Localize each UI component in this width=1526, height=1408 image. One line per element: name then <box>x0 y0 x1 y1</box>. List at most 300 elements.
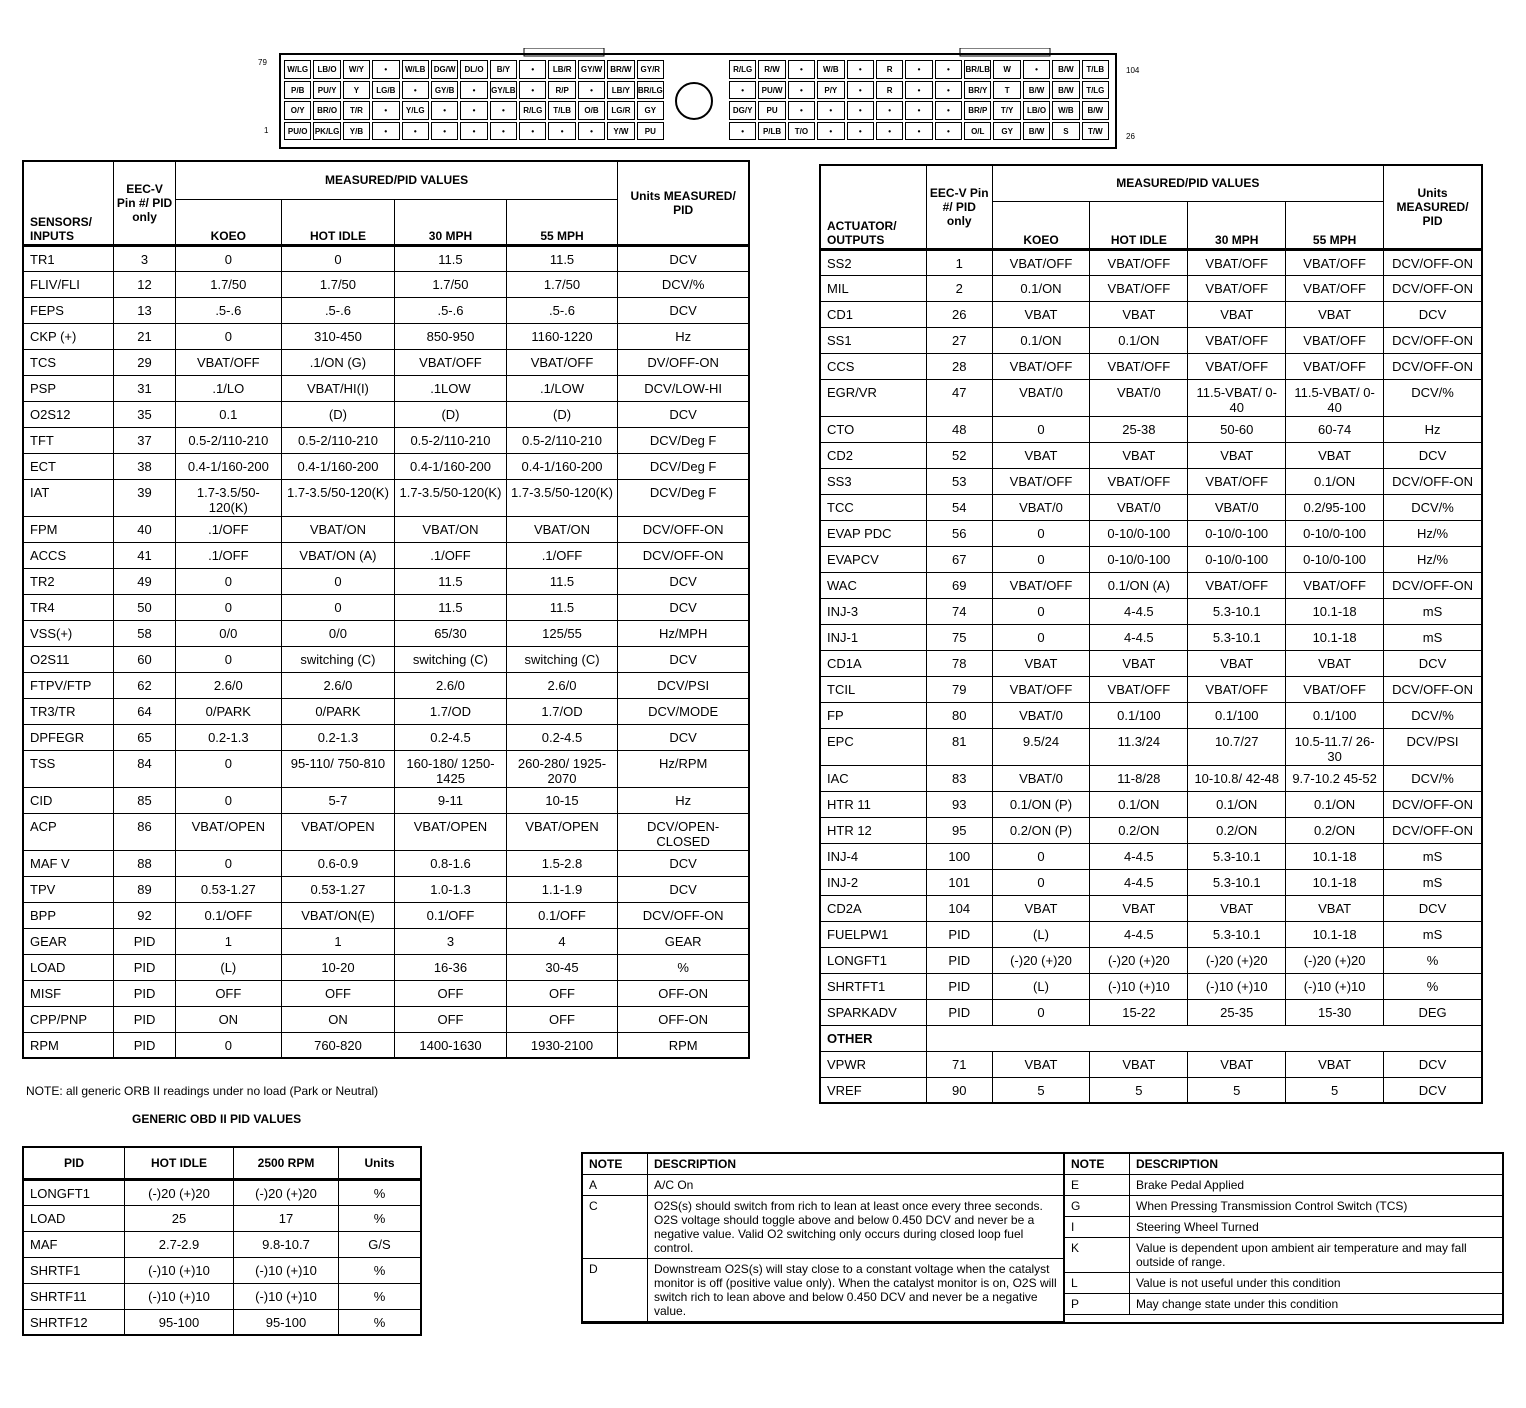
table-cell: DCV <box>618 568 749 594</box>
connector-pin: • <box>935 60 962 79</box>
table-cell: 0.2/ON <box>1090 817 1188 843</box>
table-cell: 4-4.5 <box>1090 869 1188 895</box>
table-cell: 5 <box>1090 1077 1188 1103</box>
table-cell: VBAT <box>992 650 1090 676</box>
connector-pin: P/B <box>284 81 311 100</box>
table-cell: VBAT/OFF <box>1090 353 1188 379</box>
table-cell: 0 <box>992 624 1090 650</box>
table-cell: PID <box>114 1006 176 1032</box>
table-cell: DCV <box>618 646 749 672</box>
other-section-empty <box>926 1025 1482 1051</box>
table-cell: DCV/OFF-ON <box>1384 676 1482 702</box>
note-description: When Pressing Transmission Control Switch (TCS) <box>1130 1196 1503 1217</box>
table-cell: VBAT/OFF <box>506 349 618 375</box>
row-label: SHRTF11 <box>23 1283 125 1309</box>
connector-pin: T/LB <box>548 101 575 120</box>
table-cell: DCV/% <box>1384 379 1482 416</box>
connector-pin: • <box>935 122 962 141</box>
row-label: EVAP PDC <box>820 520 926 546</box>
table-cell: 10.1-18 <box>1286 598 1384 624</box>
table-cell: VBAT/OFF <box>1188 327 1286 353</box>
table-cell: DEG <box>1384 999 1482 1025</box>
table-cell: Hz/MPH <box>618 620 749 646</box>
table-cell: 9-11 <box>395 787 507 813</box>
table-cell: DCV/OFF-ON <box>1384 275 1482 301</box>
connector-pin: R/P <box>548 81 575 100</box>
note-row <box>1065 1217 1502 1238</box>
table-cell: 54 <box>926 494 992 520</box>
note-letter: A <box>583 1175 648 1196</box>
table-cell: VBAT <box>992 1051 1090 1077</box>
table-cell: 0 <box>175 1032 281 1058</box>
table-cell: 90 <box>926 1077 992 1103</box>
table-cell: .1LOW <box>395 375 507 401</box>
table-cell: VBAT <box>1286 1051 1384 1077</box>
connector-pin: • <box>788 60 815 79</box>
table-row <box>820 843 1482 869</box>
row-label: RPM <box>23 1032 114 1058</box>
table-cell: .5-.6 <box>175 297 281 323</box>
connector-pin: GY <box>993 122 1020 141</box>
table-cell: (D) <box>281 401 394 427</box>
table-row <box>23 1006 749 1032</box>
connector-pin: O/Y <box>284 101 311 120</box>
table-row <box>23 453 749 479</box>
table-cell: 760-820 <box>281 1032 394 1058</box>
table-cell: DCV <box>618 850 749 876</box>
table-cell: 3 <box>395 928 507 954</box>
table-cell: 0.1/100 <box>1286 702 1384 728</box>
table-cell: PID <box>926 973 992 999</box>
notes-right-table <box>1065 1154 1502 1315</box>
table-cell: 1.5-2.8 <box>506 850 618 876</box>
obd-table-body <box>23 1179 421 1335</box>
table-cell: 88 <box>114 850 176 876</box>
note-description: Steering Wheel Turned <box>1130 1217 1503 1238</box>
table-cell: 17 <box>234 1205 339 1231</box>
table-cell: Hz/RPM <box>618 750 749 787</box>
table-cell: VBAT/OPEN <box>506 813 618 850</box>
table-row <box>820 947 1482 973</box>
col-55mph: 55 MPH <box>506 199 618 245</box>
table-cell: VBAT <box>1188 301 1286 327</box>
table-cell: 0.1/ON (P) <box>992 791 1090 817</box>
connector-pin: • <box>729 122 756 141</box>
table-cell: PID <box>926 921 992 947</box>
table-cell: 5.3-10.1 <box>1188 869 1286 895</box>
table-cell: switching (C) <box>506 646 618 672</box>
table-cell: VBAT <box>1286 442 1384 468</box>
table-cell: 56 <box>926 520 992 546</box>
table-cell: VBAT <box>992 895 1090 921</box>
table-cell: VBAT <box>1090 650 1188 676</box>
col-30mph: 30 MPH <box>395 199 507 245</box>
table-row <box>820 546 1482 572</box>
table-cell: 0 <box>175 323 281 349</box>
table-cell: 11.5 <box>506 245 618 271</box>
connector-pin: B/W <box>1082 101 1109 120</box>
table-cell: ON <box>175 1006 281 1032</box>
table-cell: 10.5-11.7/ 26-30 <box>1286 728 1384 765</box>
table-row <box>23 542 749 568</box>
row-label: TR1 <box>23 245 114 271</box>
row-label: CID <box>23 787 114 813</box>
note-letter: K <box>1065 1238 1130 1273</box>
table-cell: DCV/OFF-ON <box>1384 791 1482 817</box>
table-cell: 100 <box>926 843 992 869</box>
table-cell: 1.7-3.5/50-120(K) <box>281 479 394 516</box>
table-cell: DCV/OFF-ON <box>618 902 749 928</box>
table-row <box>820 598 1482 624</box>
table-cell: VBAT/ON <box>506 516 618 542</box>
table-cell: 5.3-10.1 <box>1188 843 1286 869</box>
table-cell: 49 <box>114 568 176 594</box>
table-cell: (-)10 (+)10 <box>125 1283 234 1309</box>
table-row <box>23 902 749 928</box>
table-cell: DCV/OFF-ON <box>618 542 749 568</box>
table-cell: 0.1/OFF <box>175 902 281 928</box>
row-label: FP <box>820 702 926 728</box>
table-cell: OFF-ON <box>618 980 749 1006</box>
table-cell: VBAT/OPEN <box>281 813 394 850</box>
connector-pin: B/W <box>1052 60 1079 79</box>
table-cell: 10-10.8/ 42-48 <box>1188 765 1286 791</box>
table-cell: DV/OFF-ON <box>618 349 749 375</box>
row-label: SS2 <box>820 249 926 275</box>
connector-pin: Y/B <box>343 122 370 141</box>
row-label: CD2A <box>820 895 926 921</box>
table-cell: VBAT/OFF <box>175 349 281 375</box>
table-row <box>23 646 749 672</box>
connector-pin: W/B <box>817 60 844 79</box>
table-cell: VBAT/0 <box>992 379 1090 416</box>
connector-pin: W/LB <box>402 60 429 79</box>
table-cell: VBAT/OFF <box>1188 572 1286 598</box>
connector-pin: • <box>490 122 517 141</box>
table-cell: 5.3-10.1 <box>1188 624 1286 650</box>
col-pin: EEC-V Pin #/ PID only <box>926 165 992 249</box>
table-cell: VBAT/OPEN <box>395 813 507 850</box>
table-cell: mS <box>1384 843 1482 869</box>
table-cell: 11.3/24 <box>1090 728 1188 765</box>
table-row <box>23 401 749 427</box>
table-cell: VBAT/OFF <box>992 249 1090 275</box>
table-cell: 0.2-4.5 <box>395 724 507 750</box>
table-cell: 81 <box>926 728 992 765</box>
table-cell: VBAT <box>1188 442 1286 468</box>
table-cell: 1 <box>926 249 992 275</box>
table-cell: 0.1/ON <box>1286 791 1384 817</box>
table-cell: VBAT/OFF <box>992 676 1090 702</box>
pin-label-26: 26 <box>1126 132 1135 141</box>
connector-pin: PU/Y <box>313 81 340 100</box>
connector-pin: T <box>993 81 1020 100</box>
sensors-table-body <box>23 245 749 1058</box>
notes-col-note: NOTE <box>1065 1154 1130 1175</box>
table-cell: 11.5 <box>506 594 618 620</box>
table-cell: VBAT/ON (A) <box>281 542 394 568</box>
table-cell: 160-180/ 1250-1425 <box>395 750 507 787</box>
row-label: TPV <box>23 876 114 902</box>
table-cell: 1.7/OD <box>506 698 618 724</box>
table-row <box>23 698 749 724</box>
table-cell: 0.5-2/110-210 <box>506 427 618 453</box>
notes-right-body <box>1065 1175 1502 1315</box>
row-label: SHRTFT1 <box>820 973 926 999</box>
connector-pin: • <box>460 101 487 120</box>
pin-label-104: 104 <box>1126 66 1140 75</box>
table-cell: switching (C) <box>395 646 507 672</box>
connector-pin: • <box>460 122 487 141</box>
table-row <box>820 353 1482 379</box>
table-cell: 10.7/27 <box>1188 728 1286 765</box>
table-row <box>820 895 1482 921</box>
table-cell: (-)20 (+)20 <box>1090 947 1188 973</box>
table-cell: VBAT/OFF <box>395 349 507 375</box>
table-cell: 1.7/50 <box>395 271 507 297</box>
row-label: EPC <box>820 728 926 765</box>
table-cell: 5.3-10.1 <box>1188 598 1286 624</box>
table-cell: (-)10 (+)10 <box>1286 973 1384 999</box>
table-cell: 89 <box>114 876 176 902</box>
table-cell: VBAT/0 <box>992 494 1090 520</box>
table-row <box>23 479 749 516</box>
connector-pin: GY/W <box>578 60 605 79</box>
table-row <box>820 520 1482 546</box>
table-cell: 3 <box>114 245 176 271</box>
connector-pin: • <box>372 101 399 120</box>
row-label: FPM <box>23 516 114 542</box>
table-cell: (-)20 (+)20 <box>234 1179 339 1205</box>
table-cell: 86 <box>114 813 176 850</box>
table-cell: VBAT/OFF <box>1090 249 1188 275</box>
table-cell: 0.1/ON <box>1090 791 1188 817</box>
table-cell: 0.4-1/160-200 <box>395 453 507 479</box>
table-cell: 10-15 <box>506 787 618 813</box>
table-row <box>23 1257 421 1283</box>
table-cell: (D) <box>395 401 507 427</box>
connector-pin: • <box>847 81 874 100</box>
connector-pin: • <box>402 122 429 141</box>
table-cell: 4-4.5 <box>1090 598 1188 624</box>
connector-pin: W/LG <box>284 60 311 79</box>
row-label: GEAR <box>23 928 114 954</box>
col-group-measured: MEASURED/PID VALUES <box>992 165 1384 201</box>
table-cell: DCV <box>1384 650 1482 676</box>
table-cell: 71 <box>926 1051 992 1077</box>
row-label: ACP <box>23 813 114 850</box>
table-cell: 0.53-1.27 <box>175 876 281 902</box>
table-cell: VBAT/OFF <box>992 353 1090 379</box>
connector-pin: S <box>1052 122 1079 141</box>
connector-pin: BR/LG <box>637 81 664 100</box>
connector-pin: GY/B <box>431 81 458 100</box>
row-label: BPP <box>23 902 114 928</box>
table-cell: 79 <box>926 676 992 702</box>
table-cell: VBAT <box>992 301 1090 327</box>
table-cell: 1.7/OD <box>395 698 507 724</box>
table-cell: 0-10/0-100 <box>1090 520 1188 546</box>
row-label: IAC <box>820 765 926 791</box>
table-cell: 0.5-2/110-210 <box>175 427 281 453</box>
connector-pin: PU <box>758 101 785 120</box>
table-cell: VBAT/OFF <box>1286 572 1384 598</box>
table-cell: VBAT/OFF <box>1090 468 1188 494</box>
table-row <box>23 1032 749 1058</box>
connector-pin: • <box>876 101 903 120</box>
connector-pin: R <box>876 60 903 79</box>
table-row <box>23 1179 421 1205</box>
table-cell: % <box>339 1257 422 1283</box>
table-cell: DCV <box>618 245 749 271</box>
table-row <box>820 676 1482 702</box>
row-label: CD1 <box>820 301 926 327</box>
table-cell: 1.7-3.5/50-120(K) <box>175 479 281 516</box>
notes-left-table <box>583 1154 1063 1322</box>
table-cell: 0.4-1/160-200 <box>506 453 618 479</box>
table-cell: 40 <box>114 516 176 542</box>
table-cell: 60-74 <box>1286 416 1384 442</box>
row-label: TR2 <box>23 568 114 594</box>
connector-pin: DL/O <box>460 60 487 79</box>
table-cell: DCV/OFF-ON <box>1384 817 1482 843</box>
table-cell: 95-100 <box>125 1309 234 1335</box>
table-cell: 12 <box>114 271 176 297</box>
table-cell: 0.2-4.5 <box>506 724 618 750</box>
table-cell: 27 <box>926 327 992 353</box>
connector-pin: • <box>729 81 756 100</box>
connector-pin: W <box>993 60 1020 79</box>
connector-pin: GY <box>637 101 664 120</box>
row-label: INJ-2 <box>820 869 926 895</box>
table-row <box>23 876 749 902</box>
col-pin: EEC-V Pin #/ PID only <box>114 161 176 245</box>
connector-pin: PU/W <box>758 81 785 100</box>
note-row <box>1065 1238 1502 1273</box>
table-cell: VBAT <box>1090 1051 1188 1077</box>
connector-pin: P/LB <box>758 122 785 141</box>
table-cell: 0-10/0-100 <box>1090 546 1188 572</box>
table-cell: 0 <box>281 568 394 594</box>
table-cell: VBAT <box>1090 301 1188 327</box>
table-cell: VBAT/OFF <box>992 572 1090 598</box>
connector-pin: T/R <box>343 101 370 120</box>
table-cell: 0.2-1.3 <box>281 724 394 750</box>
table-cell: 0 <box>992 869 1090 895</box>
row-label: SPARKADV <box>820 999 926 1025</box>
table-cell: OFF <box>395 980 507 1006</box>
row-label: EGR/VR <box>820 379 926 416</box>
table-cell: (-)10 (+)10 <box>234 1257 339 1283</box>
connector-pin: • <box>578 81 605 100</box>
table-cell: DCV/OFF-ON <box>1384 249 1482 275</box>
table-cell: VBAT/OFF <box>1286 275 1384 301</box>
table-cell: (-)10 (+)10 <box>1188 973 1286 999</box>
table-row <box>820 702 1482 728</box>
actuator-outputs-table <box>819 164 1483 1104</box>
table-cell: DCV/LOW-HI <box>618 375 749 401</box>
note-letter: E <box>1065 1175 1130 1196</box>
table-cell: 2.7-2.9 <box>125 1231 234 1257</box>
col-units: Units MEASURED/ PID <box>618 161 749 245</box>
table-cell: 2.6/0 <box>506 672 618 698</box>
table-cell: G/S <box>339 1231 422 1257</box>
table-cell: (-)20 (+)20 <box>1286 947 1384 973</box>
table-cell: 69 <box>926 572 992 598</box>
table-cell: PID <box>114 928 176 954</box>
table-cell: 10.1-18 <box>1286 921 1384 947</box>
table-cell: 93 <box>926 791 992 817</box>
connector-pin: LB/O <box>313 60 340 79</box>
table-cell: DCV/OFF-ON <box>1384 353 1482 379</box>
table-cell: 52 <box>926 442 992 468</box>
table-cell: 0.2/ON <box>1286 817 1384 843</box>
table-cell: 5 <box>1188 1077 1286 1103</box>
table-cell: 21 <box>114 323 176 349</box>
connector-pin: • <box>460 81 487 100</box>
col-hot-idle: HOT IDLE <box>281 199 394 245</box>
other-section-row <box>820 1025 1482 1051</box>
connector-pin: DG/W <box>431 60 458 79</box>
table-cell: 26 <box>926 301 992 327</box>
note-letter: G <box>1065 1196 1130 1217</box>
row-label: TR3/TR <box>23 698 114 724</box>
table-row <box>820 999 1482 1025</box>
row-label: INJ-1 <box>820 624 926 650</box>
note-letter: C <box>583 1196 648 1259</box>
table-row <box>820 765 1482 791</box>
table-cell: VBAT <box>1188 1051 1286 1077</box>
connector-pin: O/L <box>964 122 991 141</box>
row-label: CPP/PNP <box>23 1006 114 1032</box>
connector-pin: • <box>876 122 903 141</box>
table-row <box>23 427 749 453</box>
row-label: HTR 12 <box>820 817 926 843</box>
note-letter: P <box>1065 1294 1130 1315</box>
table-cell: 65 <box>114 724 176 750</box>
table-cell: % <box>339 1205 422 1231</box>
connector-pin: Y <box>343 81 370 100</box>
row-label: PSP <box>23 375 114 401</box>
table-row <box>23 516 749 542</box>
table-cell: DCV/OFF-ON <box>618 516 749 542</box>
table-cell: (-)10 (+)10 <box>234 1283 339 1309</box>
note-description: May change state under this condition <box>1130 1294 1503 1315</box>
row-label: INJ-3 <box>820 598 926 624</box>
table-cell: 11.5-VBAT/ 0-40 <box>1188 379 1286 416</box>
table-cell: 0.53-1.27 <box>281 876 394 902</box>
connector-pin: B/W <box>1023 81 1050 100</box>
table-cell: 0-10/0-100 <box>1286 520 1384 546</box>
table-cell: 0.2/ON <box>1188 817 1286 843</box>
row-label: IAT <box>23 479 114 516</box>
table-cell: 0.1/100 <box>1188 702 1286 728</box>
row-label: VREF <box>820 1077 926 1103</box>
table-cell: 0.1/OFF <box>395 902 507 928</box>
table-cell: mS <box>1384 869 1482 895</box>
sensors-inputs-table <box>22 160 750 1059</box>
table-cell: DCV <box>618 297 749 323</box>
table-cell: Hz/% <box>1384 546 1482 572</box>
table-cell: (-)10 (+)10 <box>125 1257 234 1283</box>
row-label: MIL <box>820 275 926 301</box>
row-label: EVAPCV <box>820 546 926 572</box>
table-cell: VBAT/OFF <box>1090 676 1188 702</box>
table-cell: 1 <box>175 928 281 954</box>
table-row <box>820 494 1482 520</box>
table-cell: % <box>339 1283 422 1309</box>
table-cell: 0.1/ON <box>992 275 1090 301</box>
